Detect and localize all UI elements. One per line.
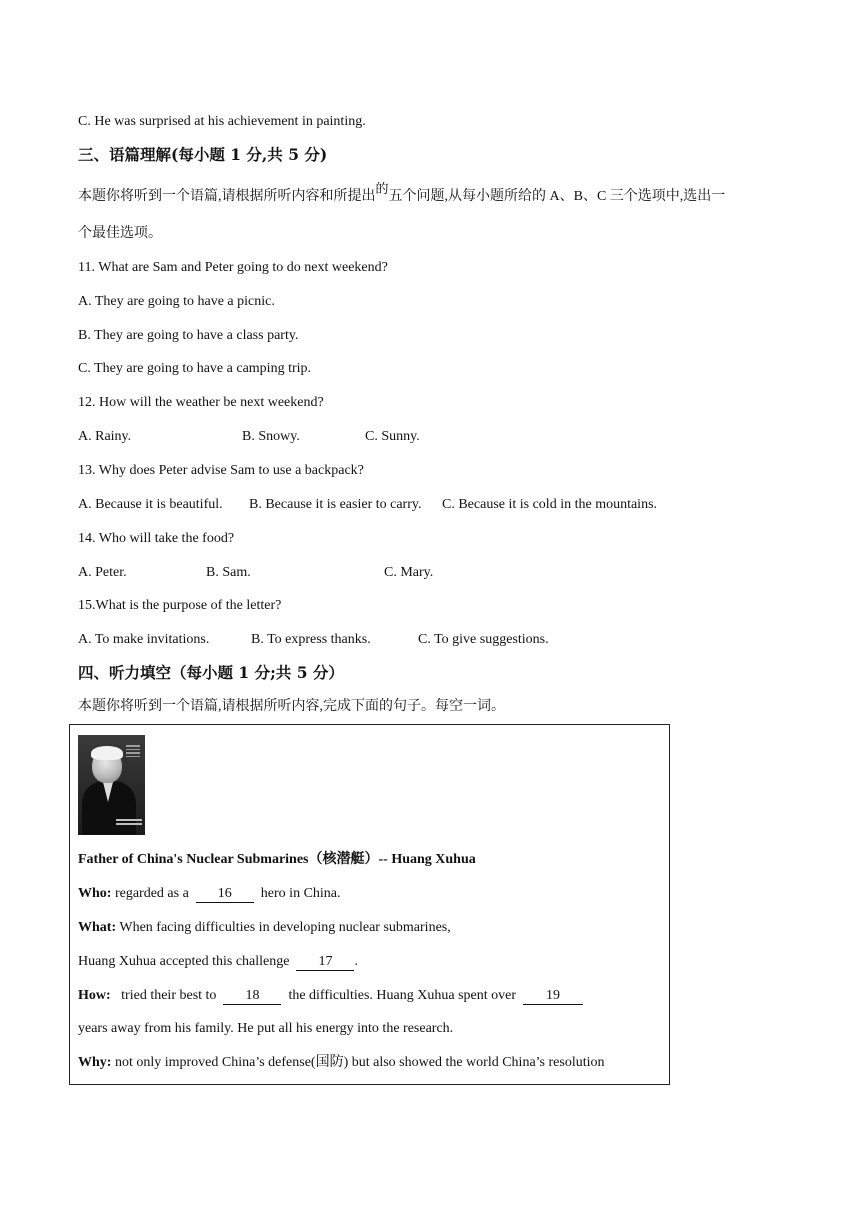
section3-intro-line2: 个最佳选项。 <box>78 226 162 241</box>
photo-caption-top <box>126 745 140 763</box>
blank-16[interactable]: 16 <box>196 886 254 903</box>
question-11-stem: 11. What are Sam and Peter going to do next weekend? <box>78 260 388 275</box>
blank-19[interactable]: 19 <box>523 988 583 1005</box>
why-text: not only improved China’s defense(国防) but also showed the world China’s resolution <box>114 1055 605 1070</box>
question-12-option-c: C. Sunny. <box>365 429 420 444</box>
question-15-option-a: A. To make invitations. <box>78 632 210 647</box>
previous-option-c: C. He was surprised at his achievement in painting. <box>78 114 366 129</box>
question-14-stem: 14. Who will take the food? <box>78 531 235 546</box>
card-title: Father of China's Nuclear Submarines（核潜艇）-- Huang Xuhua <box>78 852 476 867</box>
question-15-stem: 15.What is the purpose of the letter? <box>78 598 282 613</box>
section4-intro: 本题你将听到一个语篇,请根据所听内容,完成下面的句子。每空一词。 <box>78 699 505 714</box>
question-13-option-b: B. Because it is easier to carry. <box>249 497 422 512</box>
section3-intro-b: 五个问题,从每小题所给的 A、B、C 三个选项中,选出一 <box>388 189 726 204</box>
section3-intro-a: 本题你将听到一个语篇,请根据所听内容和所提出 <box>78 189 376 204</box>
photo-hair <box>91 746 123 760</box>
what-text: When facing difficulties in developing nuclear submarines, <box>119 920 451 935</box>
section3-title: 三、语篇理解(每小题 1 分,共 5 分) <box>78 145 328 164</box>
question-14-options <box>78 564 433 582</box>
what-line2: Huang Xuhua accepted this challenge <box>78 954 290 969</box>
question-13-option-a: A. Because it is beautiful. <box>78 497 223 512</box>
question-13-option-c: C. Because it is cold in the mountains. <box>442 497 658 512</box>
card-who-line <box>78 885 341 903</box>
who-label: Who: <box>78 886 112 901</box>
blank-18[interactable]: 18 <box>223 988 281 1005</box>
question-13-stem: 13. Why does Peter advise Sam to use a backpack? <box>78 463 364 478</box>
who-tail: hero in China. <box>260 886 341 901</box>
question-12-stem: 12. How will the weather be next weekend? <box>78 395 324 410</box>
portrait-photo <box>78 735 145 835</box>
question-15-options <box>78 631 549 649</box>
why-label: Why: <box>78 1055 112 1070</box>
card-how-line2: years away from his family. He put all his energy into the research. <box>78 1021 454 1036</box>
section3-intro <box>78 181 726 206</box>
question-15-option-c: C. To give suggestions. <box>418 632 549 647</box>
what-tail: . <box>354 954 358 969</box>
question-12-option-b: B. Snowy. <box>242 429 300 444</box>
section3-intro-sup: 的 <box>375 181 389 196</box>
question-15-option-b: B. To express thanks. <box>251 632 371 647</box>
card-how-line <box>78 987 583 1005</box>
question-12-option-a: A. Rainy. <box>78 429 132 444</box>
photo-caption-bottom <box>116 819 142 829</box>
question-11-option-c: C. They are going to have a camping trip. <box>78 361 312 376</box>
question-12-options <box>78 428 420 446</box>
question-11-option-a: A. They are going to have a picnic. <box>78 294 275 309</box>
how-label: How: <box>78 988 111 1003</box>
question-14-option-b: B. Sam. <box>206 565 251 580</box>
how-mid: the difficulties. Huang Xuhua spent over <box>288 988 517 1003</box>
blank-17[interactable]: 17 <box>296 954 354 971</box>
card-why-line <box>78 1054 605 1072</box>
what-label: What: <box>78 920 117 935</box>
question-14-option-c: C. Mary. <box>384 565 434 580</box>
card-what-line2 <box>78 953 358 971</box>
how-text: tried their best to <box>121 988 217 1003</box>
question-14-option-a: A. Peter. <box>78 565 127 580</box>
who-text: regarded as a <box>114 886 189 901</box>
question-13-options <box>78 496 657 514</box>
section4-title: 四、听力填空（每小题 1 分;共 5 分） <box>78 663 344 682</box>
question-11-option-b: B. They are going to have a class party. <box>78 328 299 343</box>
card-what-line <box>78 919 451 937</box>
